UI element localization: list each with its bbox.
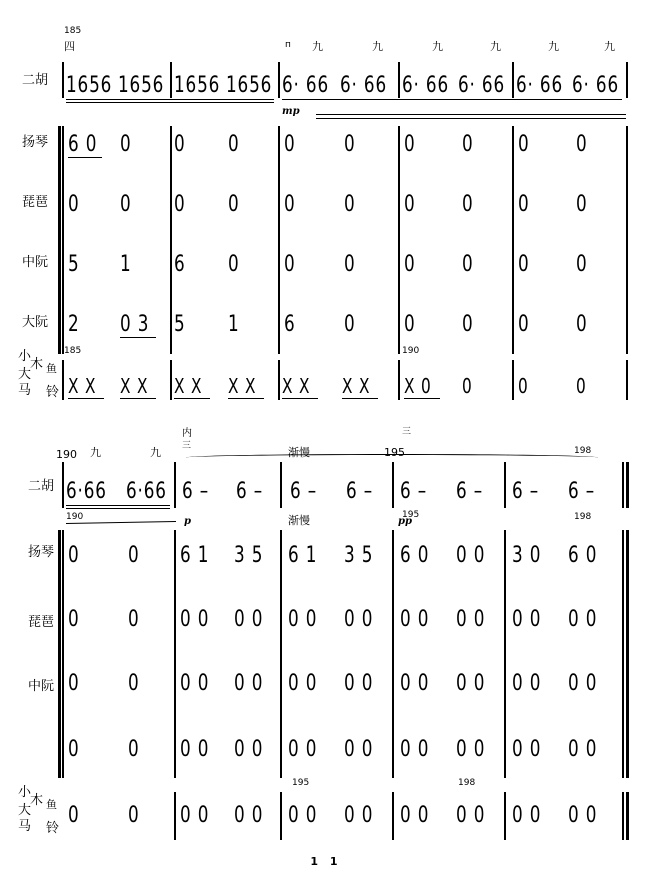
inner-mark: 内	[182, 428, 192, 439]
position-mark: 九	[604, 40, 615, 53]
zhongruan-note: 0 0	[344, 671, 374, 696]
instrument-label-perc: 鱼	[46, 362, 57, 375]
yangqin-note: 3 0	[512, 543, 542, 568]
zhongruan-note: 0	[344, 252, 356, 277]
barline	[280, 462, 282, 508]
rehearsal-number: 190	[56, 448, 77, 461]
final-barline	[626, 462, 629, 508]
position-mark: 九	[490, 40, 501, 53]
page-number: 1 1	[310, 855, 342, 868]
final-barline	[622, 792, 624, 840]
yangqin-note: 0	[404, 132, 416, 157]
daruan-note: 0	[462, 312, 474, 337]
zhongruan-note: 0 0	[180, 671, 210, 696]
pipa-note: 0 0	[344, 607, 374, 632]
daruan-note: 6	[284, 312, 296, 337]
barline	[392, 462, 394, 508]
yangqin-note: 6 1	[288, 543, 318, 568]
string-mark: 三	[402, 427, 412, 437]
perc-note: X X	[282, 374, 311, 398]
dynamic-mark: pp	[398, 516, 412, 527]
erhu-note: 6· 66	[458, 73, 506, 98]
erhu-note: 6 –	[400, 479, 428, 504]
barline	[392, 530, 394, 778]
erhu-note: 6 –	[456, 479, 484, 504]
instrument-label-daruan: 大阮	[22, 315, 49, 330]
zhongruan-note: 1	[120, 252, 132, 277]
pipa-note: 0	[344, 192, 356, 217]
zhongruan-note: 0	[576, 252, 588, 277]
instrument-label-yangqin: 扬琴	[28, 545, 55, 560]
erhu-note: 6· 66	[516, 73, 564, 98]
perc-note: 0 0	[180, 803, 210, 828]
daruan-note: 0	[344, 312, 356, 337]
beam	[66, 508, 170, 509]
instrument-label-zhongruan: 中阮	[28, 679, 55, 694]
beam	[66, 505, 170, 506]
zhongruan-note: 0	[128, 671, 140, 696]
brace	[58, 530, 61, 778]
pipa-note: 0 0	[456, 607, 486, 632]
zhongruan-note: 0 0	[568, 671, 598, 696]
yangqin-note: 0	[120, 132, 132, 157]
daruan-note: 0	[518, 312, 530, 337]
yangqin-note: 0	[128, 543, 140, 568]
position-mark: 九	[312, 40, 323, 53]
bow-mark: п	[285, 40, 291, 50]
erhu-note: 1656	[174, 73, 221, 98]
final-barline	[622, 462, 624, 508]
pipa-note: 0 0	[568, 607, 598, 632]
zhongruan-note: 0	[404, 252, 416, 277]
measure-number: 185	[64, 346, 82, 356]
yangqin-note: 0 0	[456, 543, 486, 568]
perc-note: 0 0	[456, 803, 486, 828]
barline	[504, 530, 506, 778]
barline	[504, 462, 506, 508]
erhu-note: 6 –	[290, 479, 318, 504]
erhu-note: 6· 66	[282, 73, 330, 98]
erhu-note: 6· 66	[402, 73, 450, 98]
position-mark: 九	[548, 40, 559, 53]
daruan-note: 0	[68, 737, 80, 762]
zhongruan-note: 0 0	[288, 671, 318, 696]
perc-note: 0	[68, 803, 80, 828]
instrument-label-perc: 小	[18, 349, 32, 364]
pipa-note: 0	[120, 192, 132, 217]
measure-number: 190	[66, 512, 84, 522]
measure-number: 198	[574, 512, 592, 522]
perc-note: 0	[462, 374, 473, 398]
instrument-label-perc: 铃	[46, 821, 60, 836]
pipa-note: 0	[68, 192, 80, 217]
barline	[280, 530, 282, 778]
erhu-note: 6·66	[66, 479, 107, 504]
barline	[174, 462, 176, 508]
yangqin-note: 0	[518, 132, 530, 157]
erhu-note: 6· 66	[572, 73, 620, 98]
daruan-note: 0 3	[120, 312, 150, 337]
instrument-label-perc: 马	[18, 383, 32, 398]
position-mark: 九	[150, 446, 161, 459]
dynamic-mark: mp	[282, 106, 300, 117]
zhongruan-note: 0 0	[400, 671, 430, 696]
position-mark: 九	[432, 40, 443, 53]
daruan-note: 0	[128, 737, 140, 762]
pipa-note: 0	[576, 192, 588, 217]
zhongruan-note: 0	[284, 252, 296, 277]
perc-note: 0	[128, 803, 140, 828]
barline	[280, 792, 282, 840]
perc-note: 0 0	[234, 803, 264, 828]
daruan-note: 0 0	[400, 737, 430, 762]
pipa-note: 0	[68, 607, 80, 632]
measure-number: 190	[402, 346, 420, 356]
daruan-note: 2	[68, 312, 80, 337]
pipa-note: 0	[228, 192, 240, 217]
measure-number: 195	[402, 510, 420, 520]
instrument-label-perc: 大	[18, 367, 32, 382]
daruan-note: 1	[228, 312, 240, 337]
erhu-note: 1656	[66, 73, 113, 98]
yangqin-note: 3 5	[234, 543, 264, 568]
measure-number: 198	[458, 778, 476, 788]
erhu-note: 6 –	[512, 479, 540, 504]
yangqin-note: 0	[284, 132, 296, 157]
zhongruan-note: 0	[68, 671, 80, 696]
instrument-label-perc: 马	[18, 819, 32, 834]
daruan-note: 0	[404, 312, 416, 337]
instrument-label-yangqin: 扬琴	[22, 135, 49, 150]
instrument-label-perc: 鱼	[46, 798, 57, 811]
zhongruan-note: 0	[228, 252, 240, 277]
daruan-note: 0 0	[234, 737, 264, 762]
zhongruan-note: 0 0	[512, 671, 542, 696]
instrument-label-perc: 小	[18, 785, 32, 800]
barline	[504, 792, 506, 840]
pipa-note: 0 0	[180, 607, 210, 632]
tempo-mark: 渐慢	[288, 514, 310, 527]
daruan-note: 0 0	[180, 737, 210, 762]
zhongruan-note: 0 0	[234, 671, 264, 696]
daruan-note: 5	[174, 312, 186, 337]
perc-note: X X	[342, 374, 371, 398]
pipa-note: 0	[462, 192, 474, 217]
perc-note: X X	[174, 374, 203, 398]
pipa-note: 0	[128, 607, 140, 632]
perc-note: 0 0	[344, 803, 374, 828]
instrument-label-perc: 铃	[46, 385, 60, 400]
zhongruan-note: 0 0	[456, 671, 486, 696]
yangqin-note: 0	[228, 132, 240, 157]
pipa-note: 0 0	[234, 607, 264, 632]
barline	[174, 530, 176, 778]
perc-note: 0	[518, 374, 529, 398]
zhongruan-note: 0	[518, 252, 530, 277]
yangqin-note: 0	[344, 132, 356, 157]
instrument-label-perc: 木	[30, 357, 44, 372]
perc-note: 0	[576, 374, 587, 398]
dynamic-mark: p	[184, 516, 191, 527]
daruan-note: 0 0	[288, 737, 318, 762]
zhongruan-note: 0	[462, 252, 474, 277]
perc-note: 0 0	[512, 803, 542, 828]
erhu-note: 1656	[118, 73, 165, 98]
instrument-label-perc: 大	[18, 803, 32, 818]
position-mark: 九	[372, 40, 383, 53]
yangqin-note: 6 0	[568, 543, 598, 568]
final-barline	[626, 530, 629, 778]
yangqin-note: 0	[174, 132, 186, 157]
erhu-note: 6· 66	[340, 73, 388, 98]
yangqin-note: 0	[576, 132, 588, 157]
barline	[62, 462, 64, 508]
instrument-label-perc: 木	[30, 793, 44, 808]
pipa-note: 0 0	[400, 607, 430, 632]
final-barline	[626, 792, 629, 840]
fingering-mark: 四	[64, 40, 75, 53]
pipa-note: 0	[284, 192, 296, 217]
instrument-label-erhu: 二胡	[28, 479, 55, 494]
yangqin-note: 0	[68, 543, 80, 568]
final-barline	[622, 530, 624, 778]
perc-note: X X	[228, 374, 257, 398]
yangqin-note: 6 0	[400, 543, 430, 568]
string-mark: 三	[182, 441, 192, 451]
erhu-note: 6 –	[236, 479, 264, 504]
instrument-label-zhongruan: 中阮	[22, 255, 49, 270]
daruan-note: 0 0	[512, 737, 542, 762]
yangqin-note: 0	[462, 132, 474, 157]
measure-number: 195	[384, 446, 405, 459]
yangqin-note: 6 1	[180, 543, 210, 568]
position-mark: 九	[90, 446, 101, 459]
pipa-note: 0 0	[288, 607, 318, 632]
barline	[62, 530, 64, 778]
perc-note: X 0	[404, 374, 432, 398]
daruan-note: 0 0	[344, 737, 374, 762]
pipa-note: 0	[518, 192, 530, 217]
daruan-note: 0	[576, 312, 588, 337]
rehearsal-number: 185	[64, 26, 82, 36]
perc-note: 0 0	[568, 803, 598, 828]
instrument-label-pipa: 琵琶	[22, 195, 49, 210]
erhu-note: 6 –	[568, 479, 596, 504]
barline	[174, 792, 176, 840]
perc-note: X X	[120, 374, 149, 398]
erhu-note: 6 –	[346, 479, 374, 504]
pipa-note: 0	[404, 192, 416, 217]
instrument-label-erhu: 二胡	[22, 73, 49, 88]
erhu-note: 6·66	[126, 479, 167, 504]
yangqin-note: 6 0	[68, 132, 98, 157]
yangqin-note: 3 5	[344, 543, 374, 568]
pipa-note: 0 0	[512, 607, 542, 632]
zhongruan-note: 5	[68, 252, 80, 277]
daruan-note: 0 0	[456, 737, 486, 762]
slur	[186, 454, 598, 461]
zhongruan-note: 6	[174, 252, 186, 277]
pipa-note: 0	[174, 192, 186, 217]
daruan-note: 0 0	[568, 737, 598, 762]
instrument-label-pipa: 琵琶	[28, 615, 55, 630]
erhu-note: 1656	[226, 73, 273, 98]
measure-number: 198	[574, 446, 592, 456]
perc-note: 0 0	[288, 803, 318, 828]
perc-note: 0 0	[400, 803, 430, 828]
barline	[392, 792, 394, 840]
measure-number: 195	[292, 778, 310, 788]
tempo-mark: 渐慢	[288, 446, 310, 459]
erhu-note: 6 –	[182, 479, 210, 504]
perc-note: X X	[68, 374, 97, 398]
